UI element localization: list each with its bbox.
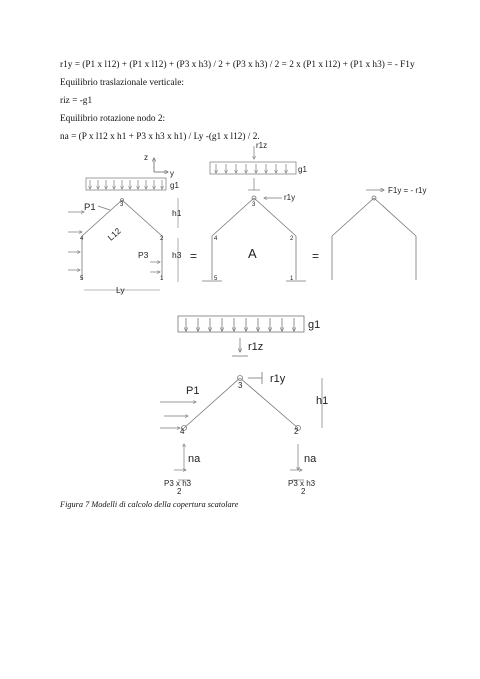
node-3-label: 3 <box>120 202 124 208</box>
g1-label: g1 <box>170 181 179 190</box>
node-5-label: 5 <box>80 276 84 282</box>
axis-y-label: y <box>170 169 174 178</box>
r1z-bottom-arrow <box>232 338 248 356</box>
p3h3-left-denominator: 2 <box>177 487 182 496</box>
p3-label: P3 <box>138 250 149 260</box>
heading-rotation-equilibrium: Equilibrio rotazione nodo 2: <box>60 114 166 124</box>
node-1-label: 1 <box>160 276 164 282</box>
g1-bottom-label: g1 <box>308 319 321 331</box>
node-2-label: 2 <box>160 236 164 242</box>
node-4-bottom-label: 4 <box>180 427 185 436</box>
h1-bottom-label: h1 <box>316 395 329 407</box>
r1y-bottom-label: r1y <box>270 373 286 385</box>
equation-r1z: riz = -g1 <box>60 96 93 106</box>
ly-label: Ly <box>116 285 125 295</box>
figure-caption: Figura 7 Modelli di calcolo della copertura scatolare <box>60 500 239 509</box>
r1z-bottom-label: r1z <box>248 341 264 353</box>
node-4-middle-label: 4 <box>214 236 218 242</box>
f1y-label: F1y = - r1y <box>388 186 427 195</box>
node-3-bottom-label: 3 <box>238 381 243 390</box>
na-left-label: na <box>188 453 201 465</box>
node-5-middle-label: 5 <box>214 276 218 282</box>
label-a: A <box>248 246 257 261</box>
p1-label: P1 <box>84 202 96 213</box>
r1y-bottom-arrow <box>248 372 262 384</box>
equals-sign-1: = <box>190 249 198 263</box>
node-4-label: 4 <box>80 236 84 242</box>
p3h3-right-denominator: 2 <box>301 487 306 496</box>
node-3-middle-label: 3 <box>252 202 256 208</box>
axis-z-label: z <box>144 153 148 162</box>
g1-middle-label: g1 <box>298 165 307 174</box>
r1y-label: r1y <box>284 193 296 202</box>
l12-label: L12 <box>105 225 123 243</box>
p1-bottom-label: P1 <box>186 385 200 397</box>
node-2-middle-label: 2 <box>290 236 294 242</box>
h3-label: h3 <box>172 250 182 260</box>
h1-label: h1 <box>172 208 182 218</box>
p3h3-right-label: P3 x h3 <box>288 479 316 488</box>
equation-r1y: r1y = (P1 x l12) + (P1 x l12) + (P3 x h3) / 2 + (P3 x h3) / 2 = 2 x (P1 x l12) + (P1 x h3) = - F1y <box>60 60 415 70</box>
equals-sign-2: = <box>312 249 320 263</box>
p1-bottom-arrows <box>160 402 196 428</box>
r1z-label: r1z <box>256 141 268 150</box>
na-right-label: na <box>304 453 317 465</box>
distributed-load-g1-bottom <box>178 316 304 332</box>
p3h3-left-label: P3 x h3 <box>164 479 192 488</box>
heading-vertical-equilibrium: Equilibrio traslazionale verticale: <box>60 78 184 88</box>
equation-na: na = (P x l12 x h1 + P3 x h3 x h1) / Ly -(g1 x l12) / 2. <box>60 132 260 142</box>
node-1-middle-label: 1 <box>290 276 294 282</box>
node-2-bottom-label: 2 <box>294 427 299 436</box>
